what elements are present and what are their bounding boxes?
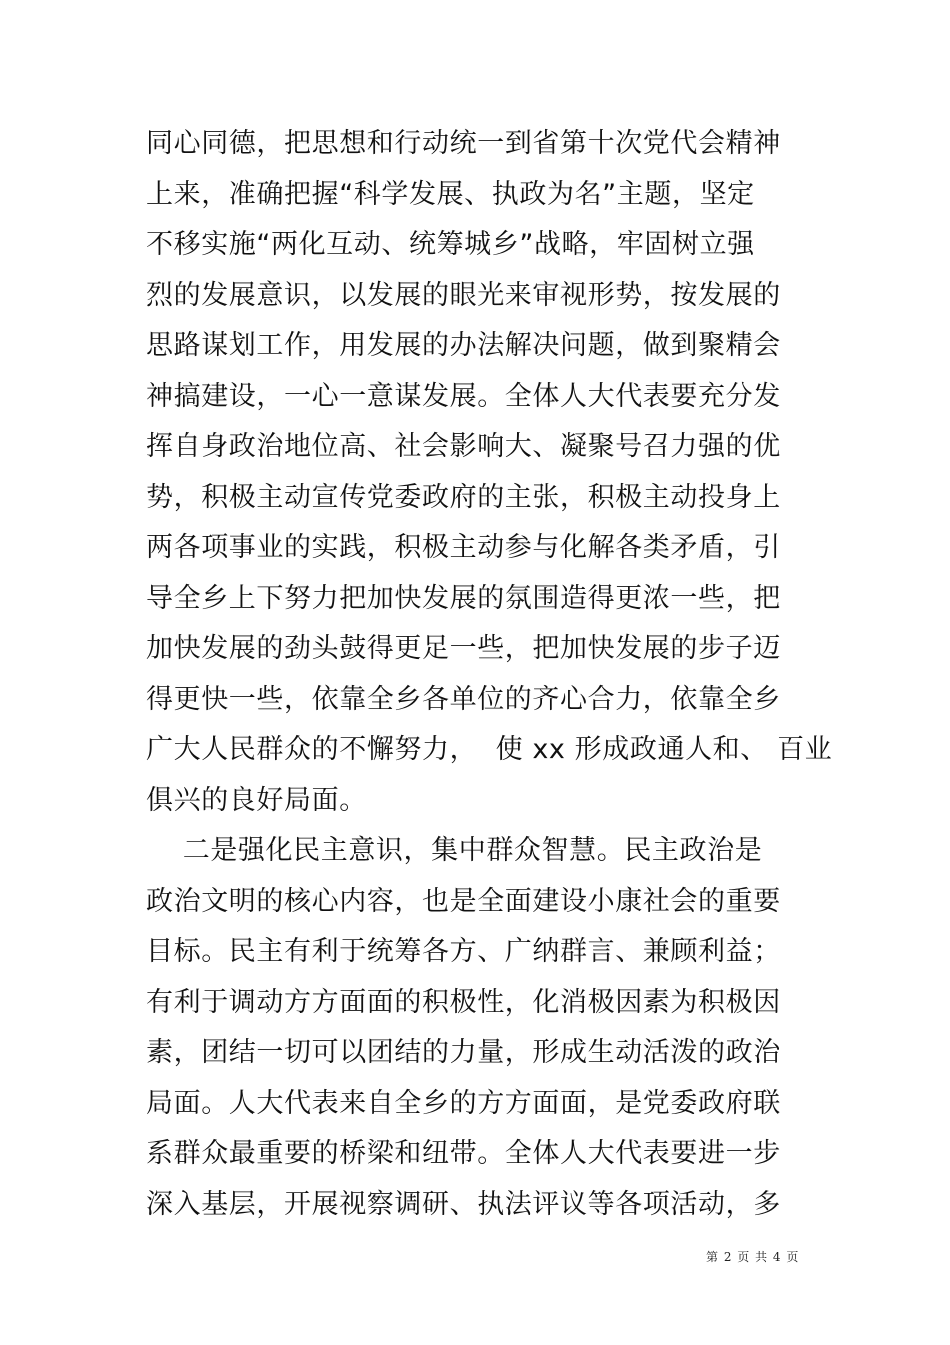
text-line: 素，团结一切可以团结的力量，形成生动活泼的政治 [146, 1037, 781, 1068]
text-line: 势，积极主动宣传党委政府的主张，积极主动投身上 [146, 481, 781, 513]
text-line: 同心同德，把思想和行动统一到省第十次党代会精神 [146, 128, 781, 159]
text-line: 加快发展的劲头鼓得更足一些，把加快发展的步子迈 [146, 633, 781, 664]
text-line: 两各项事业的实践，积极主动参与化解各类矛盾，引 [146, 532, 781, 563]
text-line: 不移实施“两化互动、统筹城乡”战略，牢固树立强 [146, 229, 755, 260]
text-line: 深入基层，开展视察调研、执法评议等各项活动，多 [146, 1188, 781, 1220]
text-line: 得更快一些，依靠全乡各单位的齐心合力，依靠全乡 [146, 683, 781, 715]
text-line: 政治文明的核心内容，也是全面建设小康社会的重要 [146, 885, 781, 917]
text-line: 目标。民主有利于统筹各方、广纳群言、兼顾利益； [146, 936, 781, 967]
text-line: 神搞建设，一心一意谋发展。全体人大代表要充分发 [146, 380, 781, 412]
page-number-footer: 第 2 页 共 4 页 [706, 1250, 800, 1264]
text-line: 局面。人大代表来自全乡的方方面面，是党委政府联 [146, 1087, 781, 1119]
text-line: 导全乡上下努力把加快发展的氛围造得更浓一些，把 [146, 582, 781, 614]
text-line: 广大人民群众的不懈努力， 使 xx 形成政通人和、 百业 [146, 734, 833, 765]
text-line: 思路谋划工作，用发展的办法解决问题，做到聚精会 [146, 330, 781, 361]
text-line: 上来，准确把握“科学发展、执政为名”主题，坚定 [146, 178, 755, 210]
text-line: 烈的发展意识，以发展的眼光来审视形势，按发展的 [146, 279, 781, 311]
body-text [146, 119, 833, 1230]
text-line: 俱兴的良好局面。 [146, 784, 367, 816]
text-line: 二是强化民主意识，集中群众智慧。民主政治是 [146, 835, 763, 866]
text-line: 有利于调动方方面面的积极性，化消极因素为积极因 [146, 986, 781, 1018]
text-line: 系群众最重要的桥梁和纽带。全体人大代表要进一步 [146, 1138, 781, 1169]
text-line: 挥自身政治地位高、社会影响大、凝聚号召力强的优 [146, 431, 781, 462]
